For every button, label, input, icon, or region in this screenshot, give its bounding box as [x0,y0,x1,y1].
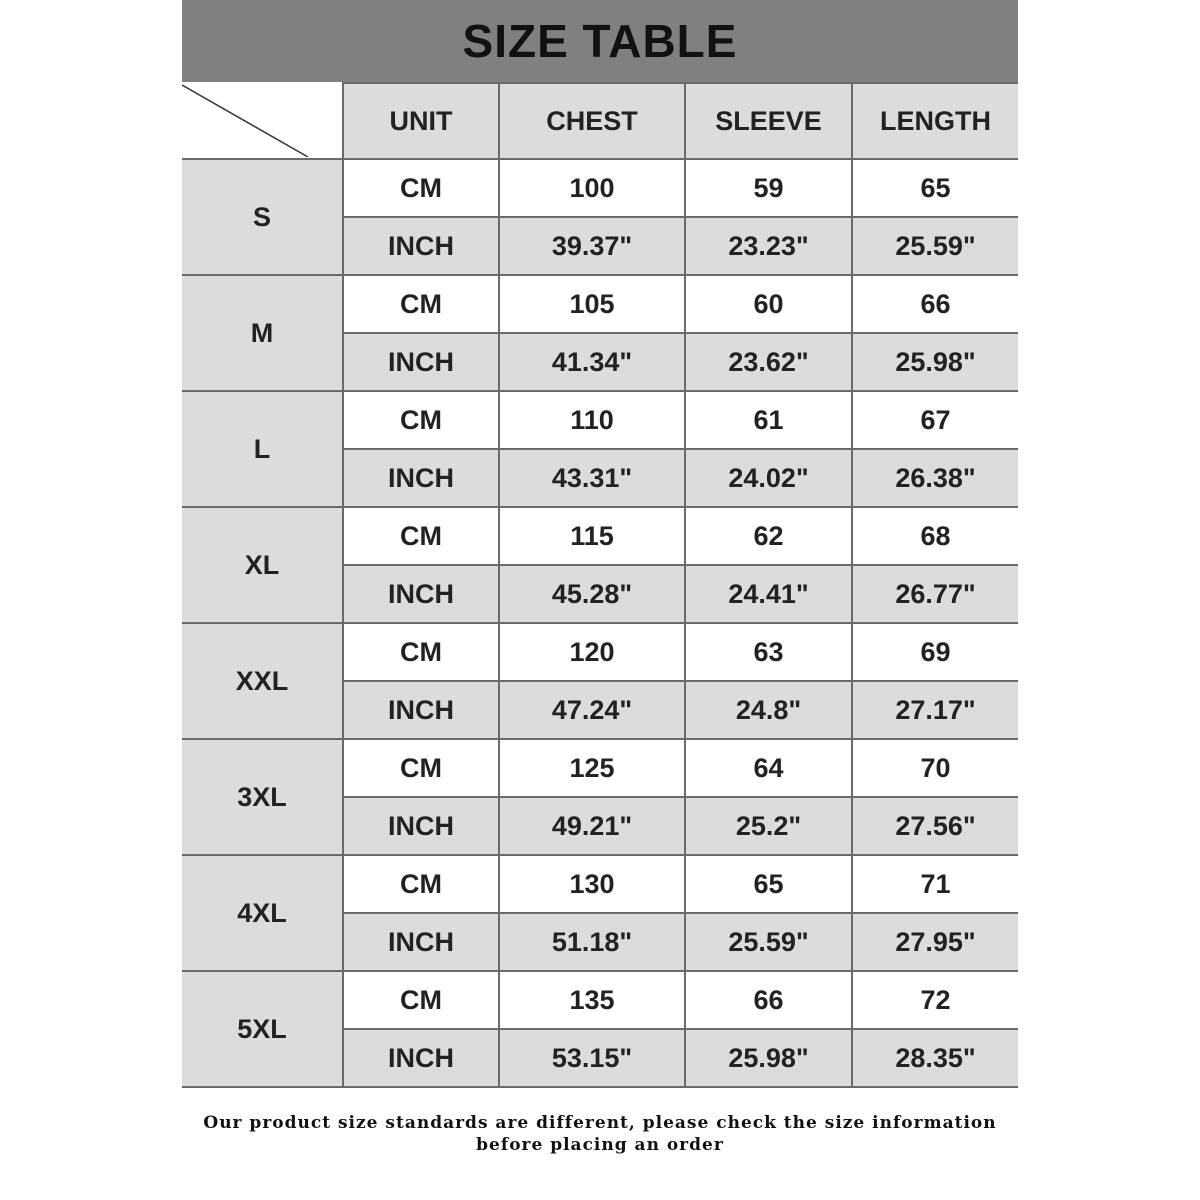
size-table [182,82,1018,1088]
cm-chest-cell: 100 [499,159,685,217]
header-chest: CHEST [499,83,685,159]
inch-unit-cell: INCH [343,217,499,275]
table-row [182,391,1018,449]
cm-unit-cell: CM [343,159,499,217]
inch-length-cell: 27.17" [852,681,1018,739]
table-title: SIZE TABLE [182,0,1018,82]
table-row [182,159,1018,217]
cm-length-cell: 65 [852,159,1018,217]
header-sleeve: SLEEVE [685,83,852,159]
size-label: M [182,275,343,391]
cm-chest-cell: 130 [499,855,685,913]
inch-length-cell: 27.95" [852,913,1018,971]
inch-length-cell: 27.56" [852,797,1018,855]
cm-chest-cell: 125 [499,739,685,797]
cm-sleeve-cell: 63 [685,623,852,681]
inch-sleeve-cell: 25.59" [685,913,852,971]
size-label: XL [182,507,343,623]
cm-chest-cell: 110 [499,391,685,449]
cm-length-cell: 70 [852,739,1018,797]
inch-chest-cell: 43.31" [499,449,685,507]
inch-length-cell: 25.59" [852,217,1018,275]
cm-length-cell: 67 [852,391,1018,449]
inch-sleeve-cell: 23.23" [685,217,852,275]
table-row [182,507,1018,565]
size-note [0,1112,1200,1156]
note-line-1: Our product size standards are different, please check the size information [203,1113,997,1133]
cm-sleeve-cell: 60 [685,275,852,333]
inch-unit-cell: INCH [343,1029,499,1087]
cm-unit-cell: CM [343,739,499,797]
size-label: XXL [182,623,343,739]
inch-unit-cell: INCH [343,797,499,855]
inch-chest-cell: 49.21" [499,797,685,855]
inch-length-cell: 28.35" [852,1029,1018,1087]
cm-chest-cell: 105 [499,275,685,333]
table-row [182,623,1018,681]
inch-unit-cell: INCH [343,913,499,971]
table-row [182,739,1018,797]
inch-chest-cell: 41.34" [499,333,685,391]
inch-sleeve-cell: 24.8" [685,681,852,739]
inch-chest-cell: 51.18" [499,913,685,971]
inch-length-cell: 25.98" [852,333,1018,391]
inch-unit-cell: INCH [343,333,499,391]
inch-chest-cell: 45.28" [499,565,685,623]
inch-chest-cell: 47.24" [499,681,685,739]
size-table-sheet [182,0,1018,1088]
table-row [182,855,1018,913]
inch-unit-cell: INCH [343,681,499,739]
inch-sleeve-cell: 24.41" [685,565,852,623]
size-label: 5XL [182,971,343,1087]
inch-sleeve-cell: 25.98" [685,1029,852,1087]
cm-unit-cell: CM [343,275,499,333]
cm-chest-cell: 115 [499,507,685,565]
diagonal-divider-icon [182,83,343,157]
corner-cell [182,83,343,159]
size-label: S [182,159,343,275]
inch-sleeve-cell: 23.62" [685,333,852,391]
cm-sleeve-cell: 65 [685,855,852,913]
cm-sleeve-cell: 59 [685,159,852,217]
size-label: L [182,391,343,507]
cm-length-cell: 68 [852,507,1018,565]
note-line-2: before placing an order [476,1135,724,1155]
cm-sleeve-cell: 64 [685,739,852,797]
inch-unit-cell: INCH [343,449,499,507]
cm-unit-cell: CM [343,391,499,449]
inch-sleeve-cell: 24.02" [685,449,852,507]
cm-unit-cell: CM [343,971,499,1029]
header-row [182,83,1018,159]
table-row [182,971,1018,1029]
header-unit: UNIT [343,83,499,159]
cm-length-cell: 72 [852,971,1018,1029]
cm-chest-cell: 135 [499,971,685,1029]
table-row [182,275,1018,333]
cm-length-cell: 66 [852,275,1018,333]
inch-sleeve-cell: 25.2" [685,797,852,855]
size-label: 4XL [182,855,343,971]
cm-chest-cell: 120 [499,623,685,681]
inch-unit-cell: INCH [343,565,499,623]
cm-unit-cell: CM [343,623,499,681]
inch-length-cell: 26.77" [852,565,1018,623]
cm-unit-cell: CM [343,855,499,913]
cm-sleeve-cell: 66 [685,971,852,1029]
cm-length-cell: 71 [852,855,1018,913]
cm-length-cell: 69 [852,623,1018,681]
cm-sleeve-cell: 61 [685,391,852,449]
inch-chest-cell: 39.37" [499,217,685,275]
header-length: LENGTH [852,83,1018,159]
inch-chest-cell: 53.15" [499,1029,685,1087]
size-label: 3XL [182,739,343,855]
inch-length-cell: 26.38" [852,449,1018,507]
cm-sleeve-cell: 62 [685,507,852,565]
cm-unit-cell: CM [343,507,499,565]
